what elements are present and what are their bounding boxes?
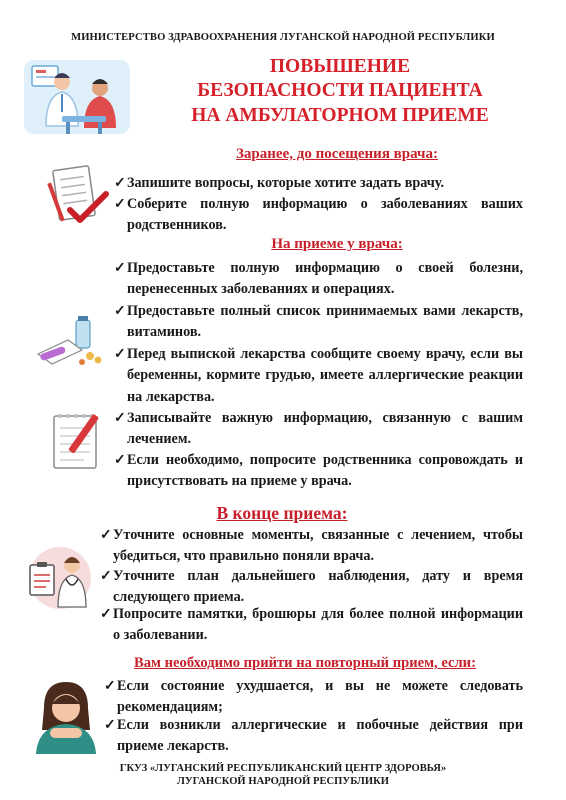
check-icon: ✓ [114,410,126,426]
list-item: ✓ Уточните основные моменты, связанные с лечением, чтобы убедиться, что правильно поняли врача. [100,527,523,565]
check-icon: ✓ [114,303,126,319]
list-item: ✓ Соберите полную информацию о заболеваниях ваших родственников. [114,196,523,234]
doctor-clipboard-icon [22,545,98,611]
unwell-patient-icon [30,678,100,756]
list-item: ✓ Запишите вопросы, которые хотите задать врачу. [127,173,522,194]
list-item: ✓ Предоставьте полную информацию о своей болезни, перенесенных заболеваниях и операциях. [114,260,523,298]
list-item: ✓ Записывайте важную информацию, связанную с вашим лечением. [114,410,523,448]
doctor-consultation-icon [22,56,132,138]
list-item: ✓ Если возникли аллергические и побочные действия при приеме лекарств. [104,717,523,755]
check-icon: ✓ [114,452,126,468]
check-icon: ✓ [100,568,112,584]
check-icon: ✓ [100,606,112,622]
check-icon: ✓ [114,346,126,362]
list-item: ✓ Если состояние ухудшается, и вы не можете следовать рекомендациям; [104,678,523,716]
title-line-2: БЕЗОПАСНОСТИ ПАЦИЕНТА [197,80,483,101]
check-icon: ✓ [100,527,112,543]
list-item: ✓ Попросите памятки, брошюры для более полной информации о заболевании. [100,606,523,644]
section-end-heading: В конце приема: [216,503,348,523]
check-icon: ✓ [114,260,126,276]
section-during-heading: На приеме у врача: [271,236,403,252]
section-repeat-heading: Вам необходимо прийти на повторный прием, если: [134,655,476,671]
check-icon: ✓ [114,175,126,191]
title-line-1: ПОВЫШЕНИЕ [269,56,411,77]
footer-org-line-1: ГКУЗ «ЛУГАНСКИЙ РЕСПУБЛИКАНСКИЙ ЦЕНТР ЗДОРОВЬЯ» [119,763,447,774]
ministry-header: МИНИСТЕРСТВО ЗДРАВООХРАНЕНИЯ ЛУГАНСКОЙ НАРОДНОЙ РЕСПУБЛИКИ [71,32,495,43]
notepad-pen-icon [44,406,112,472]
list-item: ✓ Перед выпиской лекарства сообщите своему врачу, если вы беременны, кормите грудью, имеете аллергические реакции на лекарства. [114,346,523,405]
medicines-icon [32,314,110,366]
list-item: ✓ Уточните план дальнейшего наблюдения, дату и время следующего приема. [100,568,523,606]
checklist-icon [40,160,112,230]
section-before-heading: Заранее, до посещения врача: [236,146,438,162]
check-icon: ✓ [114,196,126,212]
check-icon: ✓ [104,717,116,733]
check-icon: ✓ [104,678,116,694]
list-item: ✓ Если необходимо, попросите родственника сопровождать и присутствовать на приеме у врача. [114,452,523,490]
footer-org-line-2: ЛУГАНСКОЙ НАРОДНОЙ РЕСПУБЛИКИ [176,776,389,787]
title-line-3: НА АМБУЛАТОРНОМ ПРИЕМЕ [191,105,489,126]
list-item: ✓ Предоставьте полный список принимаемых вами лекарств, витаминов. [114,303,523,341]
